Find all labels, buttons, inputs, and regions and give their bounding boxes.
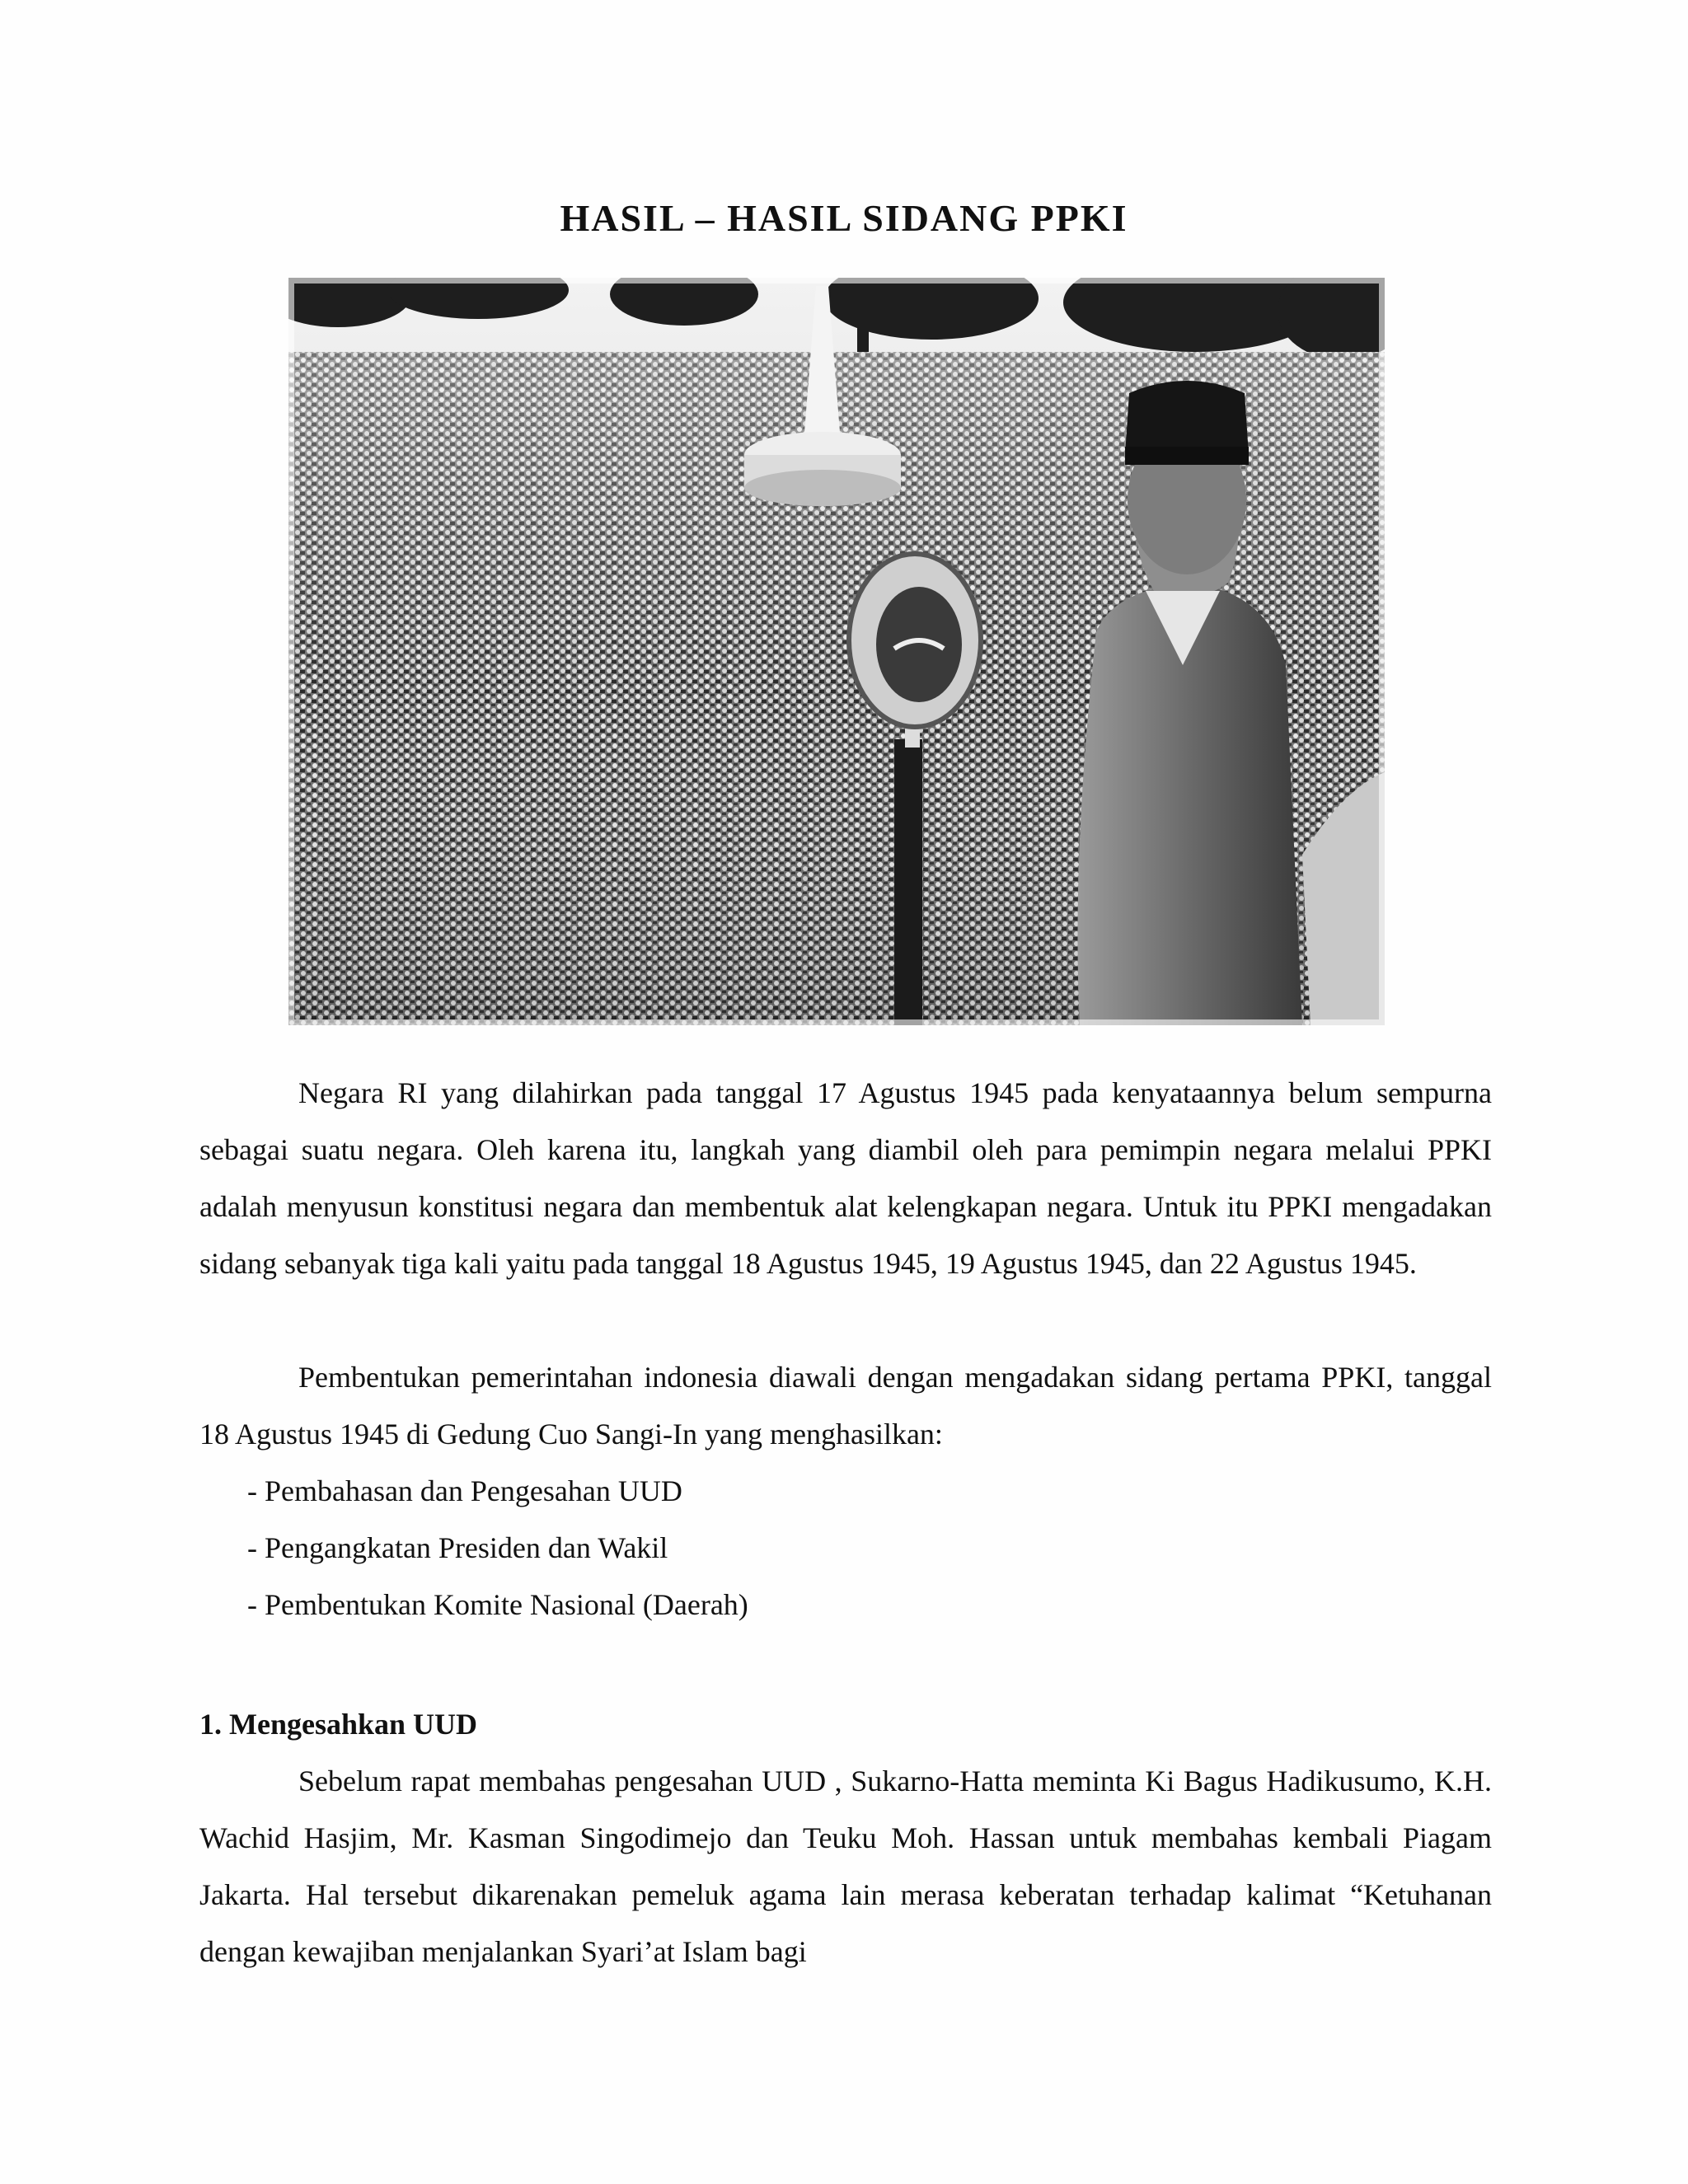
photo-illustration <box>288 278 1385 1025</box>
list-item: - Pembahasan dan Pengesahan UUD <box>247 1474 682 1507</box>
page-title: HASIL – HASIL SIDANG PPKI <box>560 197 1128 239</box>
section-paragraph: Sebelum rapat membahas pengesahan UUD , Sukarno-Hatta meminta Ki Bagus Hadikusumo, K.H. Wachid Hasjim, Mr. Kasman Singodimejo dan Teuku Moh. Hassan untuk membahas kembali Piagam Jakarta. Hal tersebut dikarenakan pemeluk agama lain merasa keberatan terhadap kalimat “Ketuhanan dengan kewajiban menjalankan Syari’at Islam bagi <box>199 1765 1492 1968</box>
section-heading: 1. Mengesahkan UUD <box>199 1708 478 1741</box>
historical-photo <box>288 278 1385 1025</box>
second-paragraph: Pembentukan pemerintahan indonesia diawali dengan mengadakan sidang pertama PPKI, tanggal 18 Agustus 1945 di Gedung Cuo Sangi-In yang menghasilkan: <box>199 1361 1492 1451</box>
intro-paragraph-container <box>199 1065 1492 1292</box>
results-list <box>247 1463 748 1633</box>
second-paragraph-container <box>199 1349 1492 1463</box>
list-item: - Pembentukan Komite Nasional (Daerah) <box>247 1588 748 1621</box>
section-paragraph-container <box>199 1753 1492 1980</box>
list-item: - Pengangkatan Presiden dan Wakil <box>247 1531 668 1564</box>
intro-paragraph: Negara RI yang dilahirkan pada tanggal 17 Agustus 1945 pada kenyataannya belum sempurna sebagai suatu negara. Oleh karena itu, langkah yang diambil oleh para pemimpin negara melalui PPKI adalah menyusun konstitusi negara dan membentuk alat kelengkapan negara. Untuk itu PPKI mengadakan sidang sebanyak tiga kali yaitu pada tanggal 18 Agustus 1945, 19 Agustus 1945, dan 22 Agustus 1945. <box>199 1076 1492 1280</box>
